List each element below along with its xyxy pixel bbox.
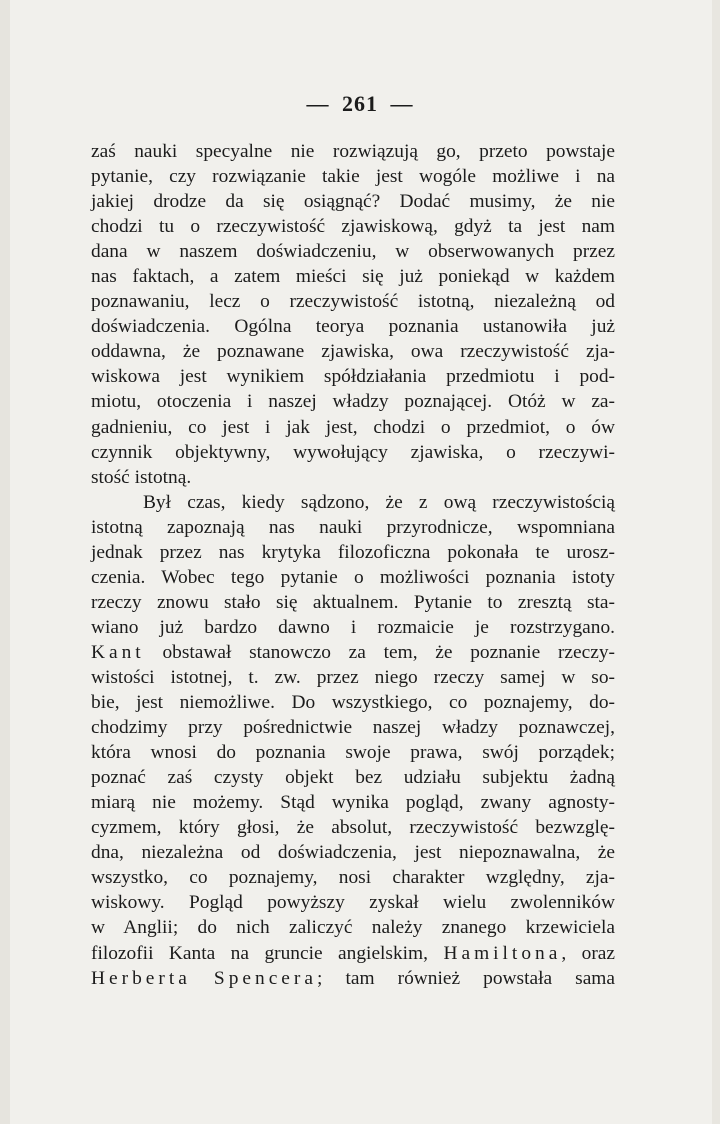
text-line: miarą nie możemy. Stąd wynika pogląd, zwany agnosty- bbox=[91, 792, 615, 814]
text-line bbox=[91, 941, 615, 966]
text-line: doświadczenia. Ogólna teorya poznania ustanowiła już bbox=[91, 316, 615, 338]
text-line: pytanie, czy rozwiązanie takie jest wogóle możliwe i na bbox=[91, 166, 615, 188]
body-text bbox=[91, 139, 615, 991]
text-line: rzeczy znowu stało się aktualnem. Pytanie to zresztą sta- bbox=[91, 591, 615, 613]
text-line: bie, jest niemożliwe. Do wszystkiego, co poznajemy, do- bbox=[91, 692, 615, 714]
text-fragment: filozofii Kanta na gruncie angielskim, bbox=[91, 942, 444, 964]
text-line: gadnieniu, co jest i jak jest, chodzi o przedmiot, o ów bbox=[91, 416, 615, 438]
text-line bbox=[91, 966, 615, 991]
text-line: miotu, otoczenia i naszej władzy poznającej. Otóż w za- bbox=[91, 391, 615, 413]
text-line: cyzmem, który głosi, że absolut, rzeczywistość bezwzglę- bbox=[91, 817, 615, 839]
text-line: oddawna, że poznawane zjawiska, owa rzeczywistość zja- bbox=[91, 341, 615, 363]
text-line: wiskowa jest wynikiem spółdziałania przedmiotu i pod- bbox=[91, 366, 615, 388]
text-line: istotną zapoznają nas nauki przyrodnicze, wspomniana bbox=[91, 516, 615, 538]
text-line: zaś nauki specyalne nie rozwiązują go, przeto powstaje bbox=[91, 141, 615, 162]
spaced-name-spencer: Spencera bbox=[213, 967, 317, 989]
text-line: czynnik objektywny, wywołujący zjawiska, o rzeczywi- bbox=[91, 441, 615, 463]
text-line: stość istotną. bbox=[91, 466, 192, 488]
text-line: wiano już bardzo dawno i rozmaicie je rozstrzygano. bbox=[91, 616, 615, 638]
text-fragment: , oraz bbox=[561, 942, 616, 964]
text-fragment bbox=[191, 968, 214, 989]
text-line: poznawaniu, lecz o rzeczywistość istotną, niezależną od bbox=[91, 291, 615, 313]
text-line: nas faktach, a zatem mieści się już poniekąd w każdem bbox=[91, 266, 615, 288]
text-line: jakiej drodze da się osiągnąć? Dodać musimy, że nie bbox=[91, 191, 615, 213]
text-line: wistości istotnej, t. zw. przez niego rzeczy samej w so- bbox=[91, 666, 615, 688]
text-line bbox=[91, 640, 615, 665]
text-line: poznać zaś czysty objekt bez udziału subjektu żadną bbox=[91, 767, 615, 789]
text-fragment: obstawał stanowczo za tem, że poznanie rzeczy- bbox=[144, 641, 615, 663]
spaced-name-hamilton: Hamiltona bbox=[443, 942, 562, 964]
text-line: wszystko, co poznajemy, nosi charakter względny, zja- bbox=[91, 867, 615, 889]
text-line: dana w naszem doświadczeniu, w obserwowanych przez bbox=[91, 241, 615, 263]
text-line: chodzimy przy pośrednictwie naszej władzy poznawczej, bbox=[91, 717, 615, 739]
text-line: jednak przez nas krytyka filozoficzna pokonała te urosz- bbox=[91, 541, 615, 563]
spaced-name-kant: Kant bbox=[91, 641, 145, 663]
spaced-name-herbert: Herberta bbox=[91, 967, 191, 989]
text-line: czenia. Wobec tego pytanie o możliwości poznania istoty bbox=[91, 566, 615, 588]
text-fragment: ; tam również powstała sama bbox=[316, 967, 615, 989]
text-line: która wnosi do poznania swoje prawa, swój porządek; bbox=[91, 742, 615, 764]
text-line: wiskowy. Pogląd powyższy zyskał wielu zwolenników bbox=[91, 892, 615, 914]
text-line: Był czas, kiedy sądzono, że z ową rzeczywistością bbox=[143, 491, 615, 513]
text-line: w Anglii; do nich zaliczyć należy znanego krzewiciela bbox=[91, 917, 615, 939]
page-number: — 261 — bbox=[306, 91, 414, 116]
text-line: dna, niezależna od doświadczenia, jest niepoznawalna, że bbox=[91, 842, 615, 864]
text-line: chodzi tu o rzeczywistość zjawiskową, gdyż ta jest nam bbox=[91, 216, 615, 238]
